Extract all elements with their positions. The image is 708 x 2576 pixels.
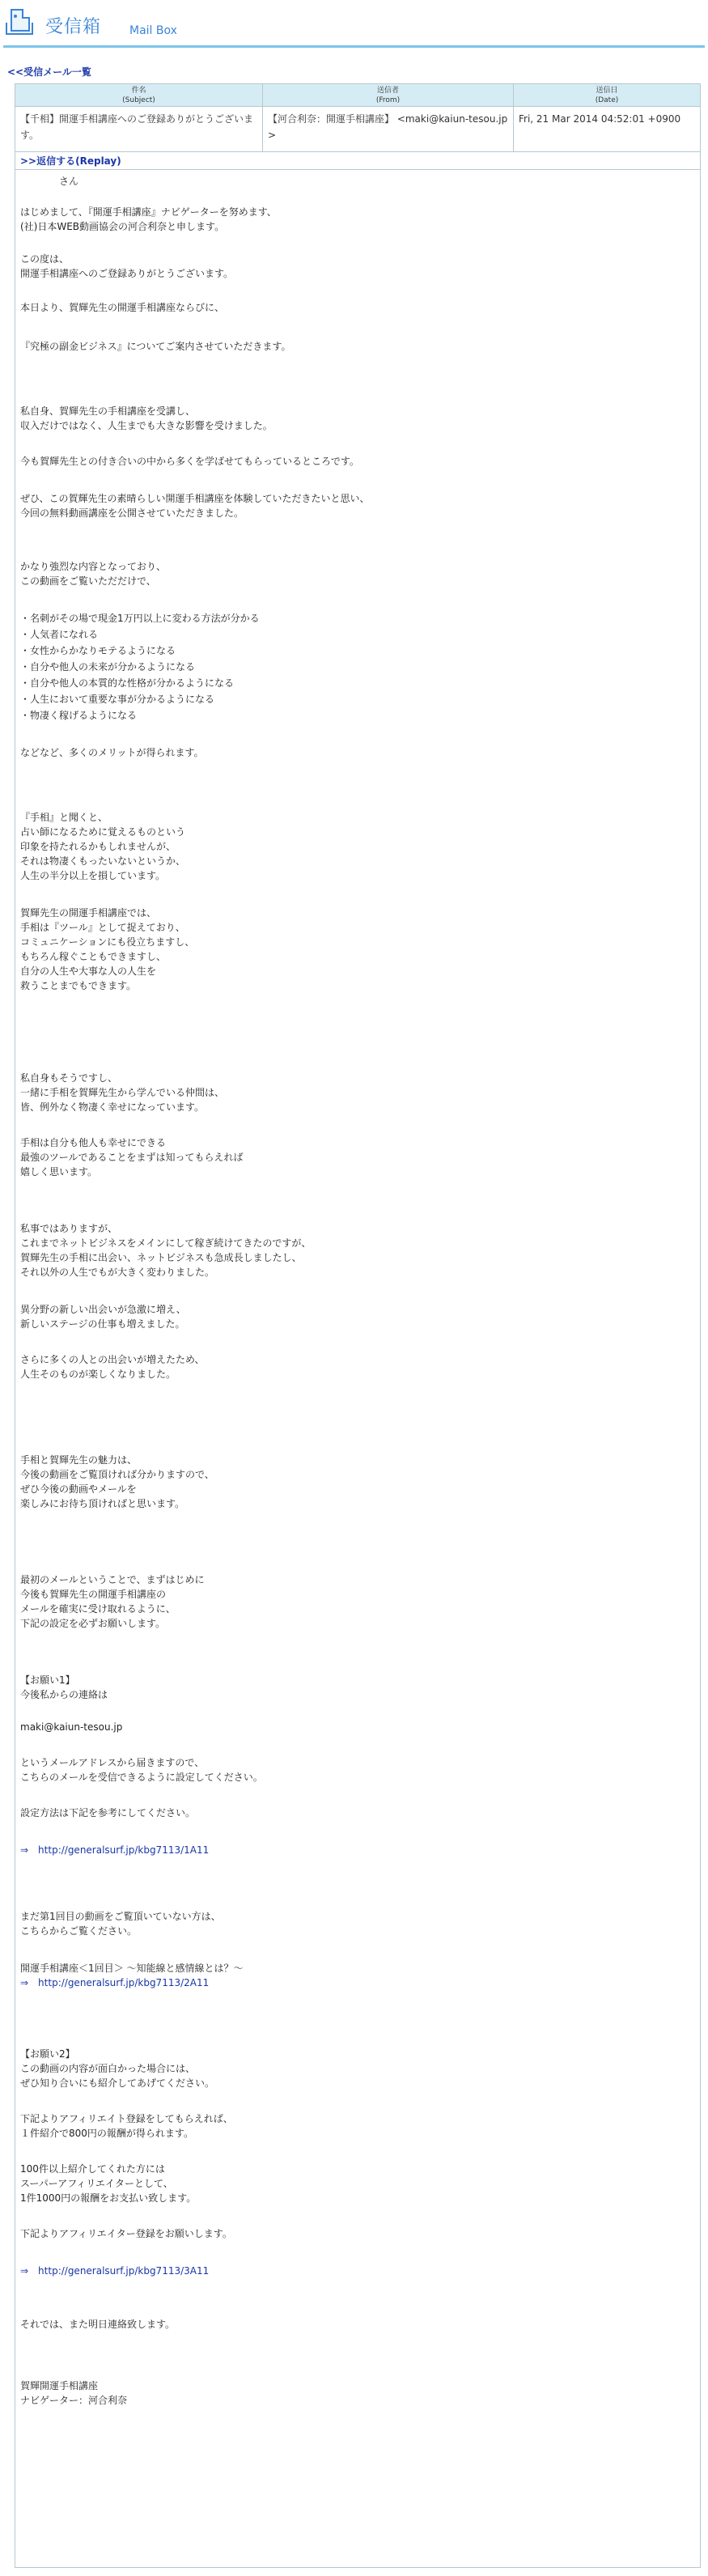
body-line: こちらのメールを受信できるように設定してください。 [20,1772,263,1783]
body-line: 人生の半分以上を損しています。 [20,870,166,881]
body-line: 100件以上紹介してくれた方には [20,2163,165,2175]
body-line: さらに多くの人との出会いが増えたため、 [20,1354,205,1365]
body-line: こちらからご覧ください。 [20,1925,138,1937]
body-line: 異分野の新しい出会いが急激に増え、 [20,1304,186,1315]
mail-header-row [15,84,700,107]
inbox-logo-icon [5,6,34,37]
mail-subject: 【千相】開運手相講座へのご登録ありがとうございます。 [15,107,263,151]
body-line: 占い師になるために覚えるものという [20,826,186,838]
body-line: (社)日本WEB動画協会の河合利奈と申します。 [20,221,225,232]
body-line: この動画の内容が面白かった場合には、 [20,2063,196,2074]
body-line: 本日より、賀輝先生の開運手相講座ならびに、 [20,302,225,313]
body-line: かなり強烈な内容となっており、 [20,561,167,572]
body-line: 人生そのものが楽しくなりました。 [20,1369,176,1380]
date-column-header: 送信日 (Date) [595,87,619,104]
body-line: ぜひ今後の動画やメールを [20,1483,137,1495]
body-line: 賀輝先生の手相に出会い、ネットビジネスも急成長しましたし、 [20,1252,302,1263]
body-line: さん [20,176,79,187]
mail-meta-row [15,107,700,152]
body-line: それでは、また明日連絡致します。 [20,2319,176,2330]
body-line: ・人気者になれる [20,629,99,640]
body-line: まだ第1回目の動画をご覧頂いていない方は、 [20,1911,221,1922]
body-line: この度は、 [20,253,70,265]
body-line: 下記よりアフィリエイター登録をお願いします。 [20,2228,232,2239]
body-line: 手相は自分も他人も幸せにできる [20,1137,167,1148]
body-line: ・人生において重要な事が分かるようになる [20,694,215,705]
body-line: 楽しみにお待ち頂ければと思います。 [20,1498,185,1509]
body-line: コミュニケーションにも役立ちますし、 [20,936,195,948]
body-line: 私自身、賀輝先生の手相講座を受講し、 [20,405,196,417]
from-column-header: 送信者 (From) [263,84,514,106]
body-line: ・物凄く稼げるようになる [20,710,138,721]
header-divider [3,45,705,48]
body-line: 開運手相講座へのご登録ありがとうございます。 [20,268,234,279]
body-line: 今後私からの連絡は [20,1689,108,1700]
body-line: 収入だけではなく、人生までも大きな影響を受けました。 [20,420,273,431]
body-line: それは物凄くもったいないというか、 [20,855,186,867]
body-line: 今回の無料動画講座を公開させていただきました。 [20,507,244,519]
body-line: 賀輝開運手相講座 [20,2380,99,2391]
body-line: 【お願い1】 [20,1674,75,1686]
body-line: ・名刺がその場で現金1万円以上に変わる方法が分かる [20,613,260,624]
mail-view [15,83,701,2568]
body-line: ・女性からかなりモテるようになる [20,645,176,656]
body-line: などなど、多くのメリットが得られます。 [20,747,204,758]
body-line: 下記の設定を必ずお願いします。 [20,1618,166,1629]
body-line: 今後も賀輝先生の開運手相講座の [20,1589,167,1600]
body-line: 新しいステージの仕事も増えました。 [20,1318,185,1330]
body-line: 開運手相講座＜1回目＞ ～知能線と感情線とは？～ [20,1963,244,1974]
body-line: ・自分や他人の未来が分かるようになる [20,661,196,673]
mail-date: Fri, 21 Mar 2014 04:52:01 +0900 [519,113,681,125]
body-line: 私自身もそうですし、 [20,1072,118,1084]
body-line: 『究極の副金ビジネス』についてご案内させていただきます。 [20,341,291,352]
body-line: 下記よりアフィリエイト登録をしてもらえれば、 [20,2113,233,2124]
body-line: maki@kaiun-tesou.jp [20,1721,123,1733]
body-line: 皆、例外なく物凄く幸せになっています。 [20,1101,205,1113]
body-line: 『手相』と聞くと、 [20,812,108,823]
body-line: 手相は『ツール』として捉えており、 [20,922,185,933]
body-line: 嬉しく思います。 [20,1166,98,1178]
body-line: 賀輝先生の開運手相講座では、 [20,907,157,919]
body-line: ぜひ、この賀輝先生の素晴らしい開運手相講座を体験していただきたいと思い、 [20,493,370,504]
back-to-inbox-link[interactable]: <<受信メール一覧 [7,66,91,78]
app-header [0,0,708,50]
body-link[interactable]: ⇒ http://generalsurf.jp/kbg7113/2A11 [20,1977,210,1988]
body-line: 手相と賀輝先生の魅力は、 [20,1454,138,1466]
body-line: 一緒に手相を賀輝先生から学んでいる仲間は、 [20,1087,225,1098]
body-line: スーパーアフィリエイターとして、 [20,2178,173,2189]
body-line: １件紹介で800円の報酬が得られます。 [20,2128,193,2139]
body-line: 印象を持たれるかもしれませんが、 [20,841,176,852]
body-line: 最初のメールということで、まずはじめに [20,1574,205,1585]
body-line: 救うことまでもできます。 [20,980,137,991]
body-line: というメールアドレスから届きますので、 [20,1757,205,1768]
body-link[interactable]: ⇒ http://generalsurf.jp/kbg7113/3A11 [20,2265,210,2277]
body-link[interactable]: ⇒ http://generalsurf.jp/kbg7113/1A11 [20,1844,210,1856]
body-line: これまでネットビジネスをメインにして稼ぎ続けてきたのですが、 [20,1237,312,1249]
body-line: 私事ではありますが、 [20,1223,118,1234]
body-line: 設定方法は下記を参考にしてください。 [20,1807,196,1818]
body-line: ナビゲーター：河合利奈 [20,2395,128,2406]
reply-link[interactable]: >>返信する(Replay) [20,155,121,167]
app-subtitle: Mail Box [129,24,177,37]
app-title: 受信箱 [45,17,102,37]
body-line: 1件1000円の報酬をお支払い致します。 [20,2192,197,2204]
body-line: それ以外の人生でもが大きく変わりました。 [20,1267,215,1278]
body-line: ぜひ知り合いにも紹介してあげてください。 [20,2077,215,2089]
subject-column-header: 件名 (Subject) [15,84,263,106]
body-line: ・自分や他人の本質的な性格が分かるようになる [20,677,235,689]
body-line: この動画をご覧いただだけで、 [20,575,156,587]
body-line: メールを確実に受け取れるように、 [20,1603,176,1615]
body-line: 最強のツールであることをまずは知ってもらえれば [20,1152,244,1163]
body-line: 今後の動画をご覧頂ければ分かりますので、 [20,1469,214,1480]
reply-row [15,152,700,170]
body-line: もちろん稼ぐこともできますし、 [20,951,167,962]
body-line: 今も賀輝先生との付き合いの中から多くを学ばせてもらっているところです。 [20,456,359,467]
body-line: 自分の人生や大事な人の人生を [20,965,157,977]
mail-from: 【河合利奈：開運手相講座】 <maki@kaiun-tesou.jp> [263,107,514,151]
body-line: 【お願い2】 [20,2048,75,2060]
body-line: はじめまして、『開運手相講座』ナビゲーターを努めます、 [20,206,277,218]
